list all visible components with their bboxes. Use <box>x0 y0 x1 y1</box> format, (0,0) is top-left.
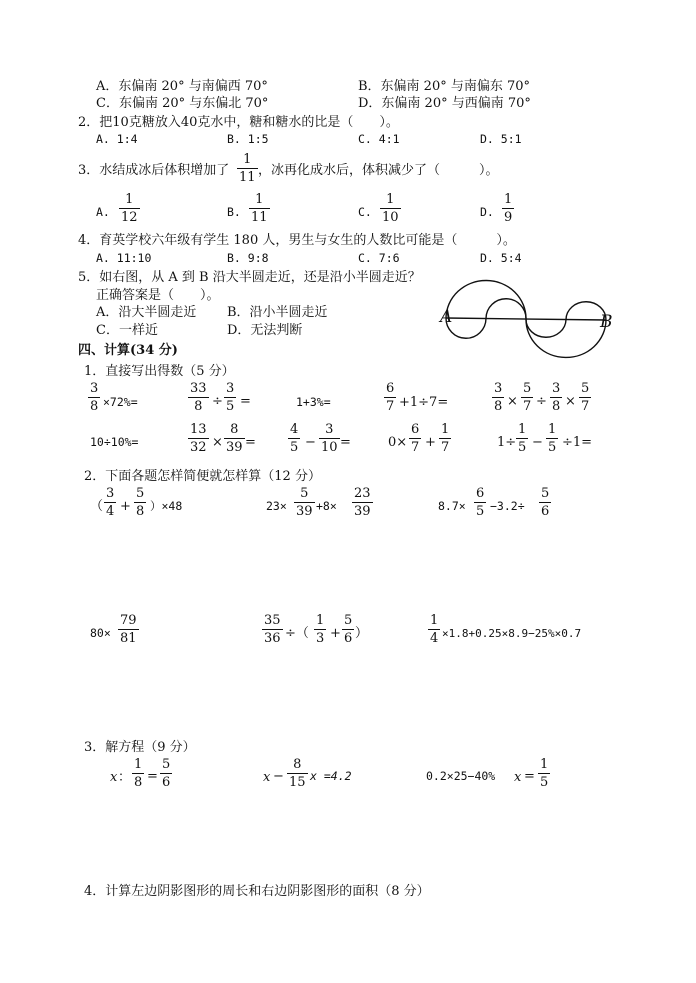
s3-e1-colon: ： <box>118 770 132 785</box>
s2-e1-plus: + <box>120 499 131 514</box>
s2-e5-fraction-b: 1 3 <box>316 613 325 646</box>
s1-e7-fraction-b: 8 39 <box>226 422 243 455</box>
s1-e10-prefix: 1÷ <box>497 435 517 450</box>
s1-e5-fraction-a: 3 8 <box>494 381 503 414</box>
s3-e2-tail: x =4.2 <box>310 769 352 783</box>
q3-fraction: 1 11 <box>239 152 256 185</box>
s2-e2-middle: +8× <box>316 499 337 513</box>
q4-stem: 4．育英学校六年级有学生 180 人，男生与女生的人数比可能是（ ）。 <box>78 233 516 248</box>
s1-e1-fraction: 3 8 <box>90 381 99 414</box>
q4-option-c: C. 7:6 <box>358 251 400 265</box>
s1-e5-fraction-b: 5 7 <box>523 381 532 414</box>
s2-e5-plus: + <box>330 626 341 641</box>
q2-option-b: B. 1:5 <box>227 132 269 146</box>
s3-e1-x: x <box>110 770 118 785</box>
q1-option-b: B．东偏南 20° 与南偏东 70° <box>358 79 531 94</box>
s1-e2-equals: = <box>240 394 251 409</box>
q5-option-d: D．无法判断 <box>227 323 303 338</box>
point-b-label: B <box>600 312 613 332</box>
subsection-2-title: 2．下面各题怎样简便就怎样算（12 分） <box>84 469 321 484</box>
s3-e3-start: 0.2×25−40% <box>426 769 496 783</box>
s1-e10-minus: − <box>532 435 543 450</box>
s3-e3-fraction: 1 5 <box>540 757 549 790</box>
q2-option-a: A. 1:4 <box>96 132 138 146</box>
s2-e1-fraction-b: 5 8 <box>136 486 145 519</box>
s2-e3-fraction-a: 6 5 <box>476 486 485 519</box>
s1-e10-fraction-b: 1 5 <box>548 422 557 455</box>
s2-e1-fraction-a: 3 4 <box>106 486 115 519</box>
s2-e2-fraction-a: 5 39 <box>296 486 313 519</box>
s2-e6-tail: ×1.8+0.25×8.9−25%×0.7 <box>442 627 582 640</box>
s2-e2-fraction-b: 23 39 <box>354 486 371 519</box>
s1-e5-fraction-c: 3 8 <box>552 381 561 414</box>
s1-e10-tail: ÷1= <box>562 435 593 450</box>
q1-option-a: A．东偏南 20° 与南偏西 70° <box>96 79 268 94</box>
s1-e8-equals: = <box>340 435 351 450</box>
s1-e2-divide: ÷ <box>212 394 223 409</box>
subsection-4-title: 4．计算左边阴影图形的周长和右边阴影图形的面积（8 分） <box>84 884 430 899</box>
s1-e4-fraction-a: 6 7 <box>386 381 395 414</box>
q3-option-b-fraction: 1 11 <box>251 192 268 225</box>
s1-e9-fraction-b: 1 7 <box>441 422 450 455</box>
q4-option-a: A. 11:10 <box>96 251 152 265</box>
s3-e3-equals: = <box>524 769 535 784</box>
s3-e3-x: x <box>514 770 522 785</box>
s1-e5-times-2: × <box>565 394 576 409</box>
s3-e1-fraction-b: 5 6 <box>162 757 171 790</box>
s2-e5-fraction-c: 5 6 <box>344 613 353 646</box>
s1-e2-fraction-a: 33 8 <box>190 381 207 414</box>
q4-option-d: D. 5:4 <box>480 251 522 265</box>
s1-e9-fraction-a: 6 7 <box>411 422 420 455</box>
s2-e5-fraction-a: 35 36 <box>264 613 281 646</box>
s1-e7-fraction-a: 13 32 <box>190 422 207 455</box>
s2-e3-fraction-b: 5 6 <box>541 486 550 519</box>
s1-e8-fraction-a: 4 5 <box>290 422 299 455</box>
q3-option-a-fraction: 1 12 <box>121 192 138 225</box>
q2-option-d: D. 5:1 <box>480 132 522 146</box>
q3-option-d-fraction: 1 9 <box>504 192 513 225</box>
s2-e6-fraction: 1 4 <box>430 613 439 646</box>
s1-e3: 1+3%= <box>296 395 331 409</box>
s1-e4-expression: +1÷7= <box>399 395 449 410</box>
q4-option-b: B. 9:8 <box>227 251 269 265</box>
s1-e6: 10÷10%= <box>90 435 139 449</box>
q3-option-d: D. <box>480 205 494 219</box>
subsection-1-title: 1．直接写出得数（5 分） <box>84 364 235 379</box>
s1-e5-divide: ÷ <box>536 394 547 409</box>
q5-option-b: B．沿小半圆走近 <box>227 305 328 320</box>
q1-option-c: C．东偏南 20° 与东偏北 70° <box>96 96 269 111</box>
s2-e1-tail: ）×48 <box>150 499 183 513</box>
s2-e5-divide: ÷（ <box>285 626 309 641</box>
s2-e3-middle: −3.2÷ <box>490 499 525 513</box>
s3-e1-equals: = <box>147 769 158 784</box>
s2-e3-start: 8.7× <box>438 499 466 513</box>
s1-e10-fraction-a: 1 5 <box>518 422 527 455</box>
q2-option-c: C. 4:1 <box>358 132 400 146</box>
q5-option-c: C．一样近 <box>96 323 158 338</box>
s3-e2-x: x <box>263 770 271 785</box>
q5-stem: 5．如右图，从 A 到 B 沿大半圆走近，还是沿小半圆走近？ <box>78 270 421 285</box>
s1-e9-plus: + <box>425 435 436 450</box>
s3-e2-fraction: 8 15 <box>289 757 306 790</box>
semicircle-route-figure <box>436 272 620 364</box>
q3-option-c: C. <box>358 205 372 219</box>
subsection-3-title: 3．解方程（9 分） <box>84 740 196 755</box>
s1-e2-fraction-b: 3 5 <box>226 381 235 414</box>
s2-e1-open-paren: （ <box>90 499 104 514</box>
s2-e2-start: 23× <box>266 499 287 513</box>
q2-stem: 2．把10克糖放入40克水中，糖和糖水的比是（ ）。 <box>78 115 399 130</box>
q3-option-a: A. <box>96 205 110 219</box>
section-4-title: 四、计算(34 分) <box>78 343 178 358</box>
s1-e7-times: × <box>212 435 223 450</box>
q3-stem-end: ，冰再化成水后，体积减少了（ ）。 <box>258 163 499 178</box>
q5-answer-line: 正确答案是（ ）。 <box>96 288 220 303</box>
s1-e8-fraction-b: 3 10 <box>321 422 338 455</box>
s1-e8-minus: − <box>305 435 316 450</box>
s1-e5-times-1: × <box>507 394 518 409</box>
point-a-label: A <box>440 307 453 327</box>
s2-e4-start: 80× <box>90 626 111 640</box>
s2-e4-fraction: 79 81 <box>120 613 137 646</box>
q3-stem-start: 3．水结成冰后体积增加了 <box>78 163 230 178</box>
s1-e5-fraction-d: 5 7 <box>581 381 590 414</box>
q3-option-c-fraction: 1 10 <box>382 192 399 225</box>
q5-option-a: A．沿大半圆走近 <box>96 305 197 320</box>
s1-e7-equals: = <box>245 435 256 450</box>
s3-e1-fraction-a: 1 8 <box>134 757 143 790</box>
q1-option-d: D．东偏南 20° 与西偏南 70° <box>358 96 531 111</box>
s1-e1-tail: ×72%= <box>103 395 138 409</box>
s3-e2-minus: − <box>273 769 284 784</box>
q3-option-b: B. <box>227 205 241 219</box>
s2-e5-close-paren: ） <box>355 626 369 641</box>
s1-e9-prefix: 0× <box>388 435 408 450</box>
